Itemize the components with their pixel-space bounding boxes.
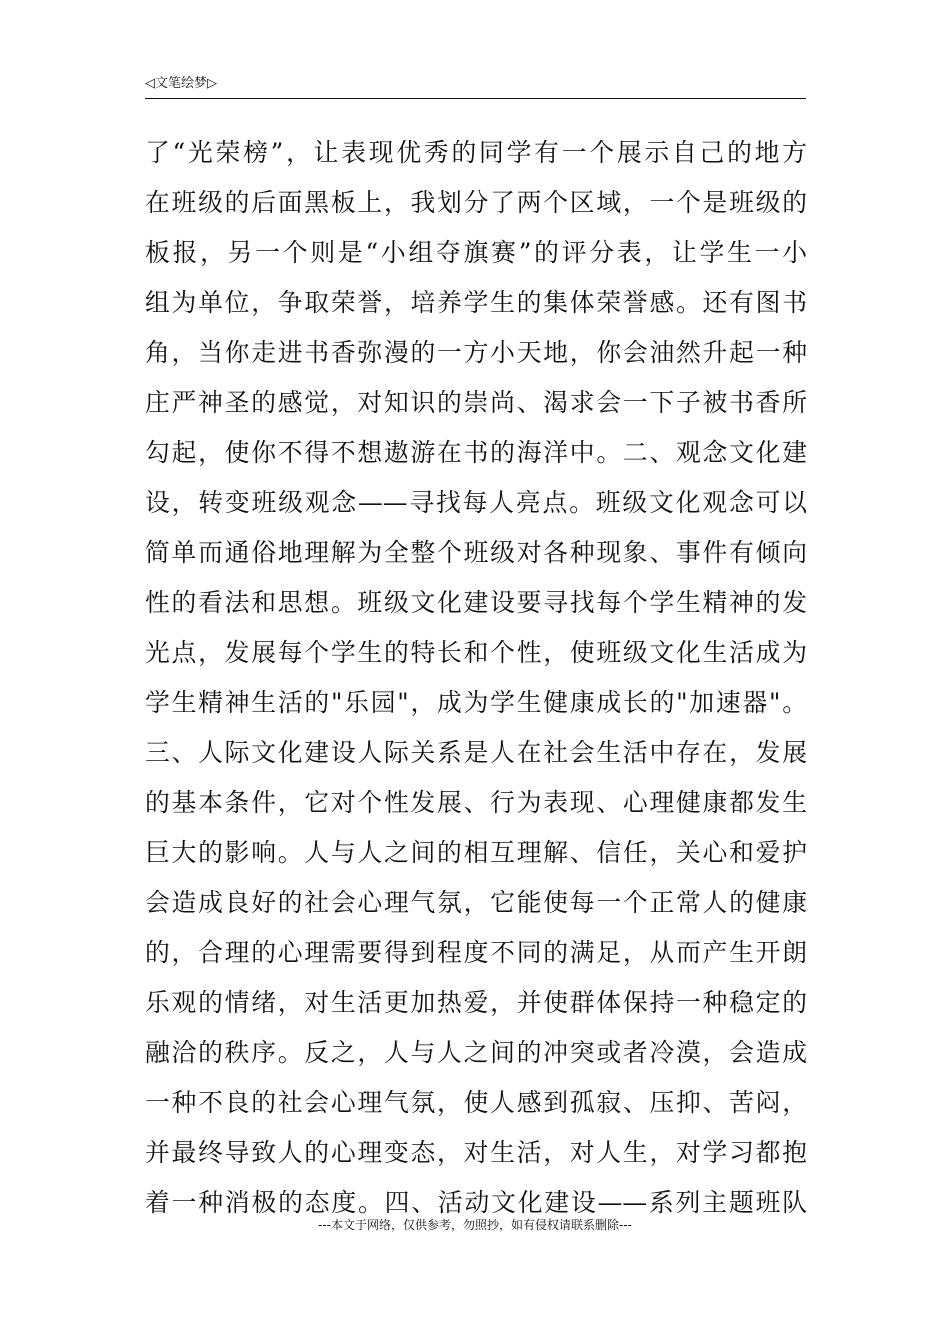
body-line: 性的看法和思想。班级文化建设要寻找每个学生精神的发 [145,588,807,617]
page-header [145,76,806,99]
body-line: 光点，发展每个学生的特长和个性，使班级文化生活成为 [145,638,807,667]
body-line: 在班级的后面黑板上，我划分了两个区域，一个是班级的 [145,188,807,217]
body-line: 学生精神生活的"乐园"，成为学生健康成长的"加速器"。 [145,688,807,717]
body-line: 乐观的情绪，对生活更加热爱，并使群体保持一种稳定的 [145,988,807,1017]
document-body [145,128,807,1228]
body-line: 一种不良的社会心理气氛，使人感到孤寂、压抑、苦闷， [145,1088,807,1117]
body-line: 并最终导致人的心理变态，对生活，对人生，对学习都抱 [145,1138,807,1167]
body-line: 了“光荣榜”，让表现优秀的同学有一个展示自己的地方 [145,138,807,167]
body-line: 勾起，使你不得不想遨游在书的海洋中。二、观念文化建 [145,438,807,467]
body-line: 会造成良好的社会心理气氛，它能使每一个正常人的健康 [145,888,807,917]
body-line: 的基本条件，它对个性发展、行为表现、心理健康都发生 [145,788,807,817]
body-line: 的，合理的心理需要得到程度不同的满足，从而产生开朗 [145,938,807,967]
body-line: 着一种消极的态度。四、活动文化建设——系列主题班队 [145,1188,807,1217]
body-line: 设，转变班级观念——寻找每人亮点。班级文化观念可以 [145,488,807,517]
body-line: 简单而通俗地理解为全整个班级对各种现象、事件有倾向 [145,538,807,567]
body-line: 角，当你走进书香弥漫的一方小天地，你会油然升起一种 [145,338,807,367]
body-line: 组为单位，争取荣誉，培养学生的集体荣誉感。还有图书 [145,288,807,317]
body-line: 板报，另一个则是“小组夺旗赛”的评分表，让学生一小 [145,238,807,267]
body-line: 三、人际文化建设人际关系是人在社会生活中存在，发展 [145,738,807,767]
body-line: 巨大的影响。人与人之间的相互理解、信任，关心和爱护 [145,838,807,867]
page-footer: ---本文于网络，仅供参考，勿照抄，如有侵权请联系删除--- [318,1218,632,1232]
body-line: 融洽的秩序。反之，人与人之间的冲突或者冷漠，会造成 [145,1038,807,1067]
header-title: ◁文笔绘梦▷ [145,76,217,91]
body-line: 庄严神圣的感觉，对知识的崇尚、渴求会一下子被书香所 [145,388,807,417]
